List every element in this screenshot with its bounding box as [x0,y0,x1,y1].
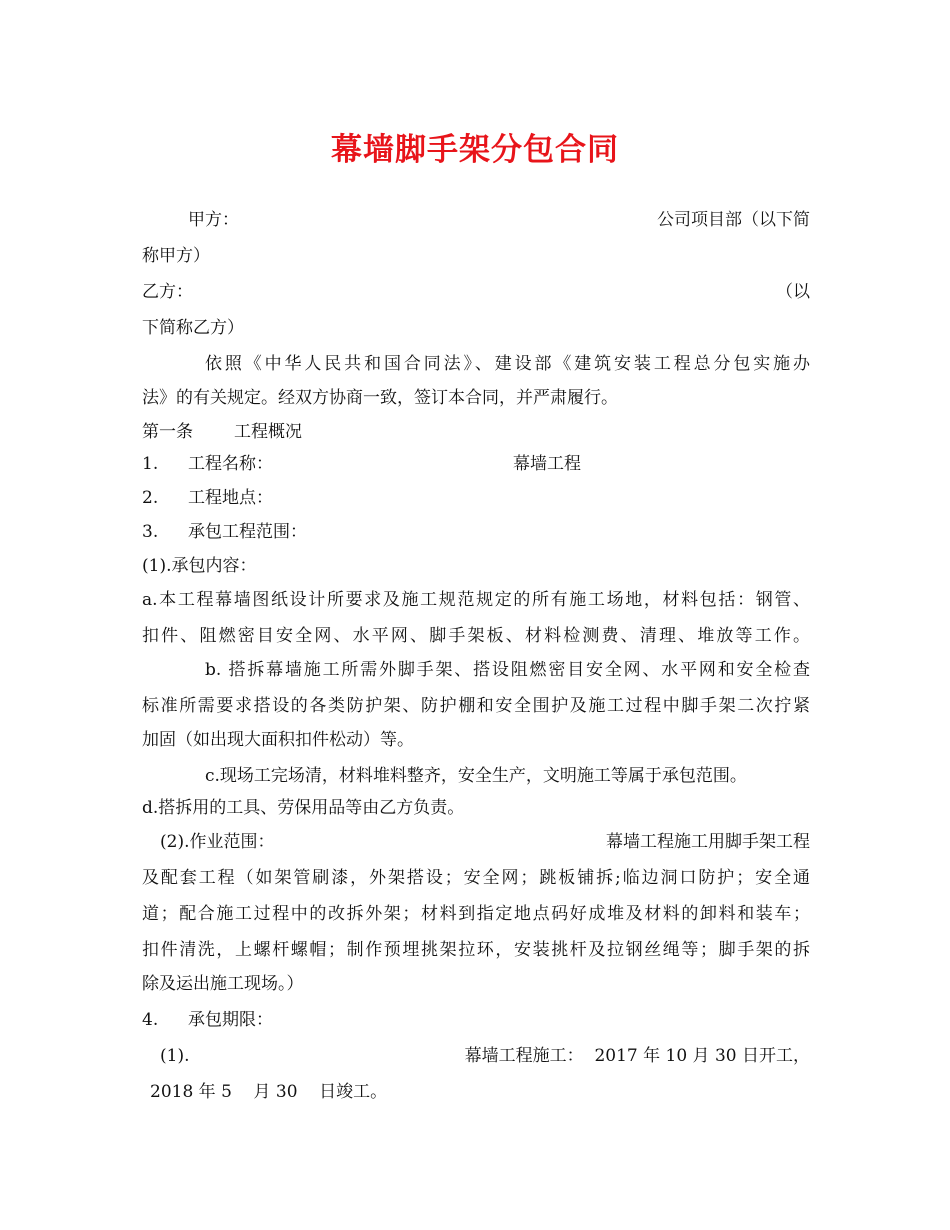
item-1-value: 幕墙工程 [513,454,581,474]
document-title: 幕墙脚手架分包合同 [331,132,619,168]
sub-2-value: 幕墙工程施工用脚手架工程 [606,832,810,852]
article-1-number: 第一条 [142,422,193,442]
item-2-label: 工程地点： [188,488,273,508]
party-b-suffix: （以 [776,282,810,302]
sub-1-heading: (1).承包内容： [142,556,257,576]
item-4-number: 4. [142,1010,159,1030]
period-1-value: 幕墙工程施工： 2017 年 10 月 30 日开工， [464,1046,810,1066]
sub-2-label: (2).作业范围： [160,832,275,852]
party-b-label: 乙方： [142,282,193,302]
sub-2-line-1: 及配套工程（如架管刷漆，外架搭设；安全网；跳板铺拆;临边洞口防护；安全通 [142,868,810,888]
period-1-continuation: 2018 年 5 月 30 日竣工。 [150,1082,388,1102]
clause-d-line-1: d.搭拆用的工具、劳保用品等由乙方负责。 [142,798,465,818]
party-b-continuation: 下简称乙方） [142,318,244,338]
item-2-number: 2. [142,488,159,508]
item-1-number: 1. [142,454,159,474]
sub-2-line-3: 扣件清洗，上螺杆螺帽；制作预埋挑架拉环，安装挑杆及拉钢丝绳等；脚手架的拆 [142,940,810,960]
clause-c-line-1: c.现场工完场清，材料堆料整齐，安全生产，文明施工等属于承包范围。 [205,766,747,786]
item-1-label: 工程名称： [188,454,273,474]
item-4-label: 承包期限： [188,1010,273,1030]
intro-line-1: 依照《中华人民共和国合同法》、建设部《建筑安装工程总分包实施办 [205,354,810,374]
clause-a-line-2: 扣件、阻燃密目安全网、水平网、脚手架板、材料检测费、清理、堆放等工作。 [142,626,810,646]
party-a-suffix: 公司项目部（以下简 [657,210,810,230]
sub-2-line-4: 除及运出施工现场。） [142,974,304,994]
clause-b-line-2: 标准所需要求搭设的各类防护架、防护棚和安全围护及施工过程中脚手架二次拧紧 [142,696,810,716]
intro-line-2: 法》的有关规定。经双方协商一致，签订本合同，并严肃履行。 [142,388,618,408]
clause-b-line-3: 加固（如出现大面积扣件松动）等。 [142,730,414,750]
clause-a-line-1: a.本工程幕墙图纸设计所要求及施工规范规定的所有施工场地，材料包括：钢管、 [142,590,810,610]
party-a-continuation: 称甲方） [142,246,210,266]
item-3-number: 3. [142,522,159,542]
sub-2-line-2: 道；配合施工过程中的改拆外架；材料到指定地点码好成堆及材料的卸料和装车； [142,904,810,924]
article-1-title: 工程概况 [234,422,302,442]
clause-b-line-1: b. 搭拆幕墙施工所需外脚手架、搭设阻燃密目安全网、水平网和安全检查 [205,660,810,680]
party-a-label: 甲方： [188,210,239,230]
period-1-label: (1). [160,1046,190,1066]
item-3-label: 承包工程范围： [188,522,307,542]
